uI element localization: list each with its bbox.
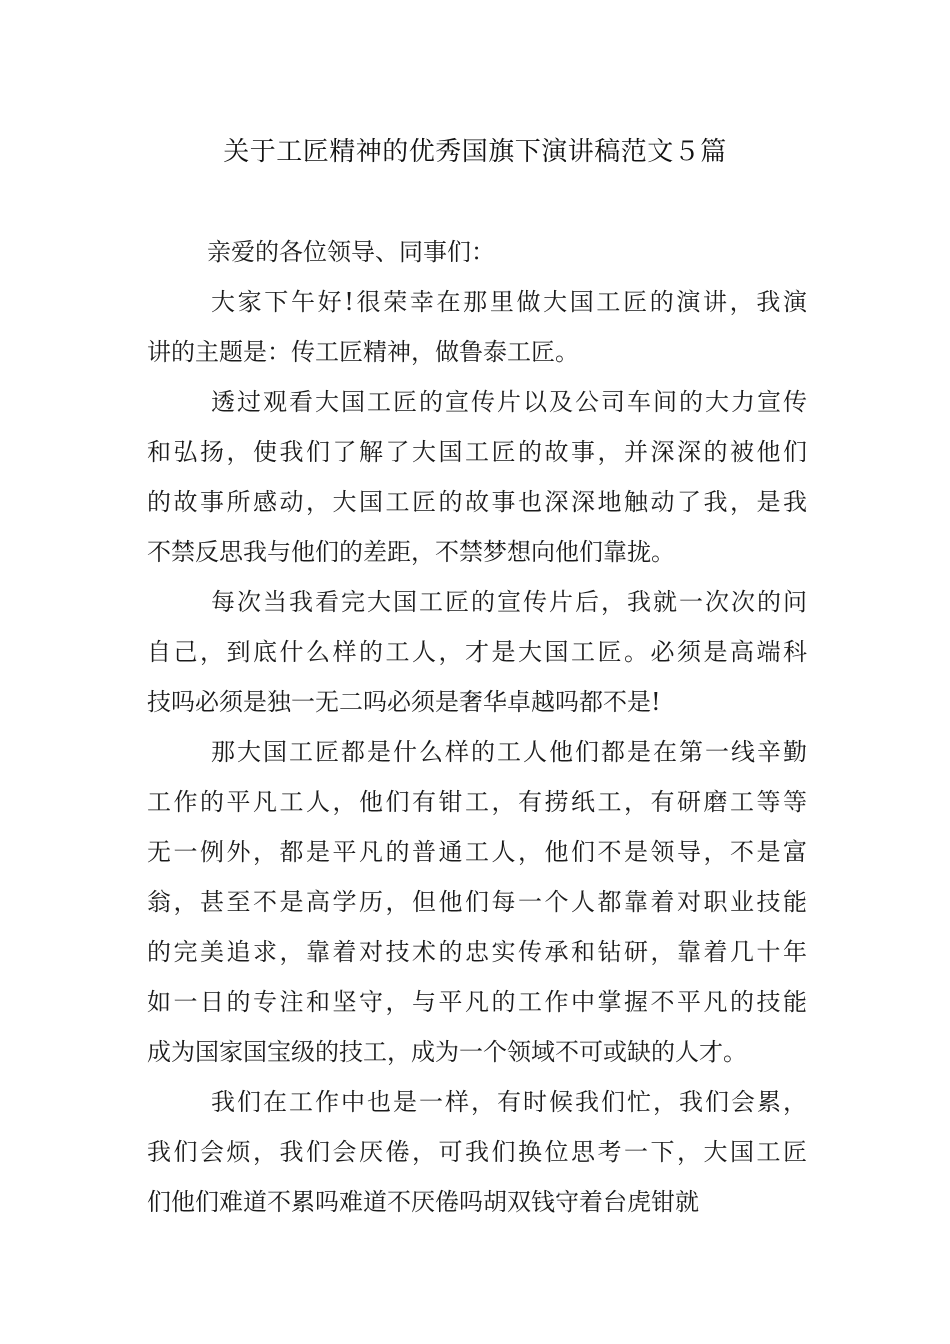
paragraph-4-line-3: 无一例外，都是平凡的普通工人，他们不是领导，不是富	[147, 838, 807, 866]
paragraph-1-line-1: 大家下午好!很荣幸在那里做大国工匠的演讲，我演	[211, 288, 807, 316]
paragraph-4-line-4: 翁，甚至不是高学历，但他们每一个人都靠着对职业技能	[147, 888, 807, 916]
paragraph-2-line-2: 和弘扬，使我们了解了大国工匠的故事，并深深的被他们	[147, 438, 807, 466]
paragraph-2-line-3: 的故事所感动，大国工匠的故事也深深地触动了我，是我	[147, 488, 807, 516]
greeting-line: 亲爱的各位领导、同事们：	[207, 238, 495, 266]
paragraph-1-line-2: 讲的主题是：传工匠精神，做鲁泰工匠。	[147, 338, 579, 366]
paragraph-4-line-6: 如一日的专注和坚守，与平凡的工作中掌握不平凡的技能	[147, 988, 807, 1016]
paragraph-4-line-2: 工作的平凡工人，他们有钳工，有捞纸工，有研磨工等等	[147, 788, 807, 816]
paragraph-4-line-1: 那大国工匠都是什么样的工人他们都是在第一线辛勤	[211, 738, 807, 766]
paragraph-3-line-2: 自己，到底什么样的工人，才是大国工匠。必须是高端科	[147, 638, 807, 666]
paragraph-5-line-3: 们他们难道不累吗难道不厌倦吗胡双钱守着台虎钳就	[147, 1188, 699, 1216]
paragraph-2-line-1: 透过观看大国工匠的宣传片以及公司车间的大力宣传	[211, 388, 807, 416]
paragraph-3-line-1: 每次当我看完大国工匠的宣传片后，我就一次次的问	[211, 588, 807, 616]
paragraph-3-line-3: 技吗必须是独一无二吗必须是奢华卓越吗都不是!	[147, 688, 661, 716]
paragraph-5-line-1: 我们在工作中也是一样，有时候我们忙，我们会累，	[211, 1088, 807, 1116]
document-title: 关于工匠精神的优秀国旗下演讲稿范文５篇	[223, 137, 727, 167]
paragraph-4-line-5: 的完美追求，靠着对技术的忠实传承和钻研，靠着几十年	[147, 938, 807, 966]
paragraph-4-line-7: 成为国家国宝级的技工，成为一个领域不可或缺的人才。	[147, 1038, 747, 1066]
paragraph-5-line-2: 我们会烦，我们会厌倦，可我们换位思考一下，大国工匠	[147, 1138, 807, 1166]
paragraph-2-line-4: 不禁反思我与他们的差距，不禁梦想向他们靠拢。	[147, 538, 675, 566]
